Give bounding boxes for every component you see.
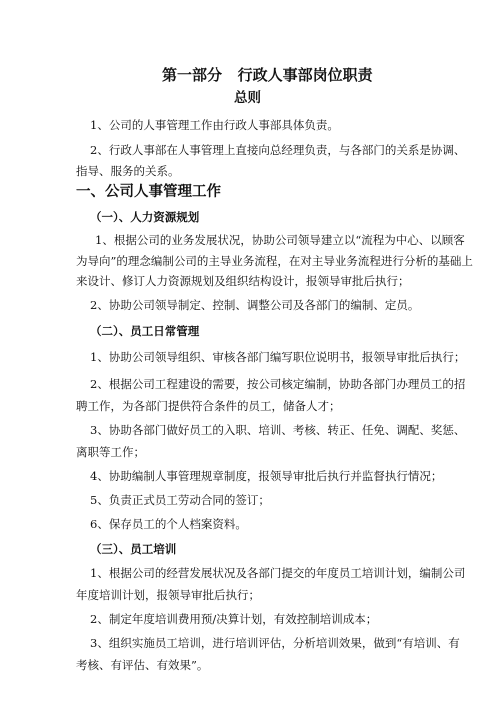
intro-paragraph-2-line-2: 指导、服务的关系。: [76, 164, 180, 178]
section-heading-1: 一、公司人事管理工作: [76, 183, 221, 200]
hr-planning-paragraph-1-line-3: 来设计、修订人力资源规划及组织结构设计，报领导审批后执行；: [76, 274, 410, 288]
subtitle-general: 总则: [234, 90, 261, 106]
intro-paragraph-2-line-1: 2、行政人事部在人事管理上直接向总经理负责，与各部门的关系是协调、: [90, 143, 466, 157]
training-paragraph-1-line-1: 1、根据公司的经营发展状况及各部门提交的年度员工培训计划，编制公司: [90, 566, 466, 580]
daily-management-paragraph-6: 6、保存员工的个人档案资料。: [90, 517, 247, 531]
daily-management-paragraph-2-line-1: 2、根据公司工程建设的需要，按公司核定编制，协助各部门办理员工的招: [90, 377, 466, 391]
daily-management-paragraph-4: 4、协助编制人事管理规章制度，报领导审批后执行并监督执行情况；: [90, 469, 443, 483]
training-paragraph-3-line-1: 3、组织实施员工培训，进行培训评估，分析培训效果，做到“有培训、有: [90, 636, 460, 650]
daily-management-paragraph-5: 5、负责正式员工劳动合同的签订；: [90, 493, 270, 507]
hr-planning-paragraph-1-line-1: 1、根据公司的业务发展状况，协助公司领导建立以“流程为中心、以顾客: [95, 233, 465, 247]
training-paragraph-1-line-2: 年度培训计划，报领导审批后执行；: [76, 588, 260, 602]
daily-management-paragraph-1: 1、协助公司领导组织、审核各部门编写职位说明书，报领导审批后执行；: [90, 350, 466, 364]
subsection-heading-daily-management: （二）、员工日常管理: [90, 324, 200, 338]
daily-management-paragraph-3-line-1: 3、协助各部门做好员工的入职、培训、考核、转正、任免、调配、奖惩、: [90, 423, 466, 437]
intro-paragraph-1: 1、公司的人事管理工作由行政人事部具体负责。: [90, 118, 339, 132]
subsection-heading-training: （三）、员工培训: [90, 542, 177, 556]
training-paragraph-3-line-2: 考核、有评估、有效果”。: [76, 658, 209, 672]
daily-management-paragraph-2-line-2: 聘工作，为各部门提供符合条件的员工，储备人才；: [76, 399, 341, 413]
daily-management-paragraph-3-line-2: 离职等工作；: [76, 445, 145, 459]
hr-planning-paragraph-1-line-2: 为导向”的理念编制公司的主导业务流程，在对主导业务流程进行分析的基础上: [76, 254, 473, 268]
page-title: 第一部分 行政人事部岗位职责: [162, 66, 373, 84]
training-paragraph-2: 2、制定年度培训费用预/决算计划，有效控制培训成本；: [90, 612, 378, 626]
subsection-heading-hr-planning: （一）、人力资源规划: [90, 210, 200, 224]
hr-planning-paragraph-2: 2、协助公司领导制定、控制、调整公司及各部门的编制、定员。: [90, 298, 420, 312]
